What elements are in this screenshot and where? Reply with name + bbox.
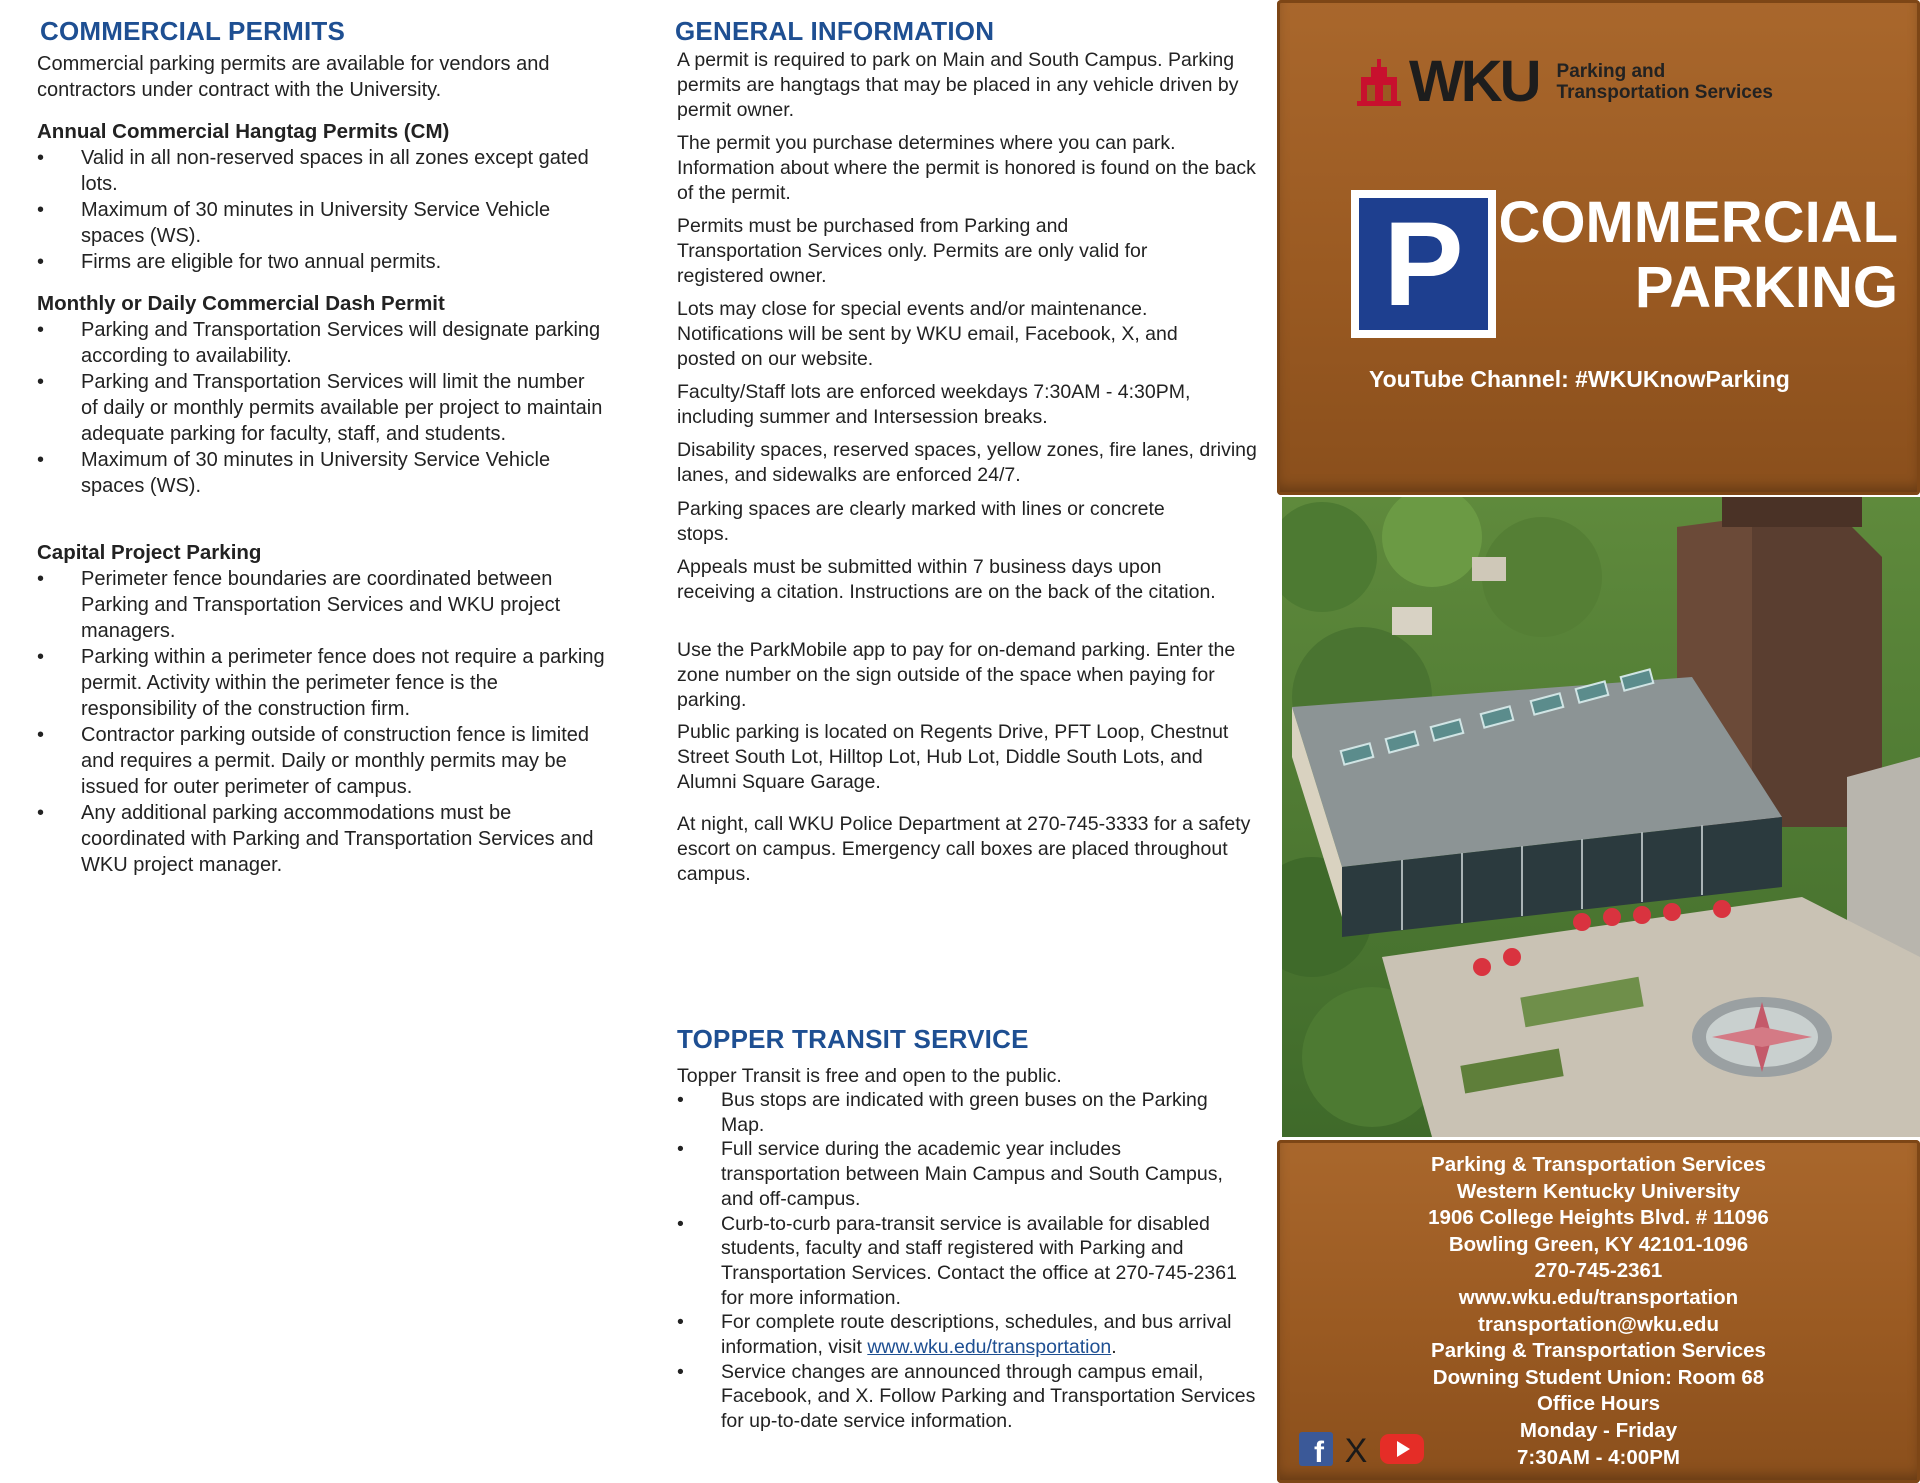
list-item: • Maximum of 30 minutes in University Service Vehicle spaces (WS).: [37, 449, 551, 497]
general-info-paragraph: Disability spaces, reserved spaces, yellow zones, fire lanes, driving lanes, and sidewalks are enforced 24/7.: [677, 439, 1257, 486]
general-info-paragraph: The permit you purchase determines where you can park. Information about where the permit is honored is found on the back of the permit.: [677, 132, 1256, 204]
list-item: • Contractor parking outside of construction fence is limited and requires a permit. Daily or monthly permits may be issued for outer perimeter of campus.: [37, 724, 590, 798]
commercial-permits-intro: Commercial parking permits are available for vendors and contractors under contract with the University.: [37, 53, 550, 101]
contact-line: Bowling Green, KY 42101-1096: [1448, 1232, 1749, 1256]
commercial-permits-title: COMMERCIAL PERMITS: [40, 16, 346, 46]
social-icons: [1299, 1432, 1425, 1466]
general-info-paragraph: Lots may close for special events and/or maintenance. Notifications will be sent by WKU email, Facebook, X, and posted on our website.: [677, 298, 1178, 370]
contact-line: Monday - Friday: [1519, 1418, 1678, 1442]
general-info-paragraph: Public parking is located on Regents Drive, PFT Loop, Chestnut Street South Lot, Hilltop Lot, Hub Lot, Diddle South Lots, and Alumni Square Garage.: [677, 721, 1229, 793]
list-item: • For complete route descriptions, schedules, and bus arrival information, visit www.wku.edu/transportation.: [677, 1311, 1232, 1359]
campus-aerial-photo: [1282, 497, 1920, 1137]
contact-line: Parking & Transportation Services: [1431, 1153, 1766, 1176]
list-item: • Parking and Transportation Services will designate parking according to availability.: [37, 319, 601, 367]
contact-line: 1906 College Heights Blvd. # 11096: [1428, 1206, 1769, 1230]
topper-transit-title: TOPPER TRANSIT SERVICE: [677, 1024, 1029, 1054]
general-info-paragraph: Permits must be purchased from Parking and Transportation Services only. Permits are only valid for registered owner.: [677, 215, 1148, 287]
contact-line: Office Hours: [1536, 1392, 1661, 1416]
youtube-icon[interactable]: [1379, 1432, 1425, 1466]
list-item: • Parking within a perimeter fence does not require a parking permit. Activity within the perimeter fence is the responsibility of the construction firm.: [37, 646, 605, 720]
list-item: • Bus stops are indicated with green buses on the Parking Map.: [677, 1089, 1208, 1136]
cover-header-panel: [1277, 0, 1920, 495]
topper-transit-intro: Topper Transit is free and open to the public.: [677, 1065, 1062, 1087]
list-item: • Maximum of 30 minutes in University Service Vehicle spaces (WS).: [37, 199, 551, 247]
cover-panel: [1277, 0, 1920, 1483]
contact-line: 7:30AM - 4:00PM: [1517, 1445, 1680, 1469]
contact-info: [1277, 1152, 1920, 1471]
monthly-daily-heading: Monthly or Daily Commercial Dash Permit: [37, 292, 445, 315]
youtube-channel-text: YouTube Channel: #WKUKnowParking: [1369, 366, 1790, 392]
annual-hangtag-list: [37, 145, 597, 275]
general-info-paragraph: A permit is required to park on Main and South Campus. Parking permits are hangtags that may be placed in any vehicle driven by permit owner.: [677, 49, 1239, 121]
general-info-paragraph: At night, call WKU Police Department at 270-745-3333 for a safety escort on campus. Emergency call boxes are placed throughout campus.: [677, 813, 1251, 885]
list-item: • Service changes are announced through campus email, Facebook, and X. Follow Parking and Transportation Services for up-to-date service information.: [677, 1360, 1256, 1433]
capital-project-heading: Capital Project Parking: [37, 541, 262, 564]
contact-phone[interactable]: 270-745-2361: [1534, 1259, 1663, 1283]
cover-title: COMMERCIAL PARKING: [1498, 190, 1898, 320]
monthly-daily-list: [37, 317, 605, 499]
wku-logo: [1357, 48, 1773, 115]
contact-website[interactable]: www.wku.edu/transportation: [1458, 1285, 1739, 1309]
list-item: • Parking and Transportation Services will limit the number of daily or monthly permits available per project to maintain adequate parking for faculty, staff, and students.: [37, 371, 603, 445]
contact-line: Downing Student Union: Room 68: [1432, 1365, 1765, 1389]
general-information-title: GENERAL INFORMATION: [675, 16, 995, 46]
wku-wordmark: WKU: [1409, 49, 1539, 114]
contact-line: Parking & Transportation Services: [1431, 1339, 1766, 1363]
x-icon[interactable]: [1339, 1432, 1373, 1466]
annual-hangtag-heading: Annual Commercial Hangtag Permits (CM): [37, 120, 450, 143]
list-item: • Firms are eligible for two annual permits.: [37, 251, 442, 273]
list-item: • Full service during the academic year includes transportation between Main Campus and South Campus, and off-campus.: [677, 1138, 1223, 1210]
facebook-icon[interactable]: [1299, 1432, 1333, 1466]
list-item: • Any additional parking accommodations must be coordinated with Parking and Transportation Services and WKU project manager.: [37, 802, 594, 876]
list-item: • Valid in all non-reserved spaces in all zones except gated lots.: [37, 147, 589, 195]
svg-text:X: X: [1344, 1432, 1368, 1466]
contact-panel: [1277, 1140, 1920, 1483]
general-info-paragraph: Appeals must be submitted within 7 business days upon receiving a citation. Instructions are on the back of the citation.: [677, 556, 1216, 603]
topper-transit-list: [677, 1088, 1256, 1434]
contact-line: Western Kentucky University: [1456, 1179, 1741, 1203]
logo-subtitle: Parking and Transportation Services: [1556, 60, 1773, 103]
general-info-paragraph: Faculty/Staff lots are enforced weekdays 7:30AM - 4:30PM, including summer and Intersession breaks.: [677, 381, 1191, 428]
svg-text:f: f: [1314, 1436, 1324, 1466]
contact-email[interactable]: transportation@wku.edu: [1478, 1312, 1719, 1336]
list-item: • Perimeter fence boundaries are coordinated between Parking and Transportation Services and WKU project managers.: [37, 568, 561, 642]
transportation-link[interactable]: www.wku.edu/transportation: [867, 1336, 1112, 1359]
general-info-paragraph: Use the ParkMobile app to pay for on-demand parking. Enter the zone number on the sign outside of the space when paying for parking.: [677, 639, 1236, 711]
capital-project-list: [37, 566, 605, 878]
list-item: • Curb-to-curb para-transit service is available for disabled students, faculty and staff registered with Parking and Transportation Services. Contact the office at 270-745-2361 for more information.: [677, 1212, 1237, 1309]
general-info-paragraph: Parking spaces are clearly marked with lines or concrete stops.: [677, 498, 1165, 545]
cupola-icon: [1357, 57, 1401, 107]
parking-sign-icon: P: [1351, 190, 1496, 338]
